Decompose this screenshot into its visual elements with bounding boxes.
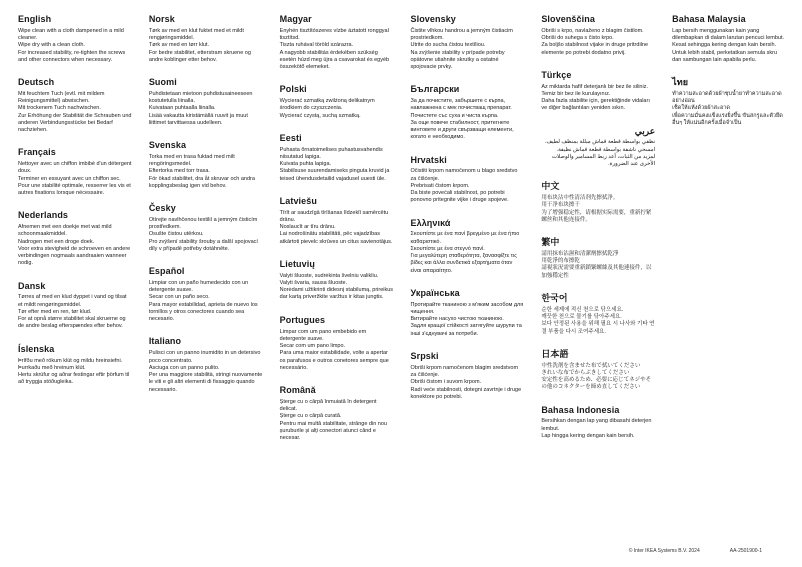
instruction-paragraph: Șterge cu o cârpă înmuiată în detergent delicat.	[279, 398, 377, 413]
instruction-paragraph: Za boljšo stabilnost vijake in druge pritrdilne elemente po potrebi dodatno privij.	[541, 42, 649, 56]
instruction-paragraph: Почистете със суха и чиста кърпа.	[410, 112, 499, 119]
language-heading: Українська	[410, 287, 460, 298]
language-heading: 日本語	[541, 348, 569, 359]
language-section	[280, 133, 394, 183]
language-heading: Hrvatski	[410, 154, 447, 165]
instruction-paragraph: Pulisci con un panno inumidito in un detersivo poco concentrato.	[148, 350, 261, 364]
instruction-paragraph: Limpar com um pano embebido em detergente suave.	[279, 328, 367, 342]
language-section	[18, 77, 132, 134]
instruction-paragraph: Hertu skrúfur og aðrar festingar eftir þörfum til að tryggja stöðugleika.	[18, 372, 130, 386]
instruction-paragraph: Stabiilsuse suurendamiseks pinguta kruvid ja teised ühendusdetailid vajadusel uuesti üle.	[279, 168, 390, 182]
language-heading: Portugues	[279, 314, 326, 325]
language-heading: English	[18, 14, 52, 24]
language-heading: Español	[148, 266, 185, 277]
language-section	[410, 218, 524, 275]
instruction-paragraph: Para uma maior estabilidade, volte a apertar os parafusos e outros conetores sempre que necessário.	[279, 350, 389, 371]
instruction-paragraph: Wipe dry with a clean cloth.	[18, 42, 85, 49]
instruction-paragraph: Tørk av med en klut fuktet med et mildt rengjøringsmiddel.	[148, 27, 244, 42]
instruction-paragraph: För ökad stabilitet, dra åt skruvar och andra kopplingsbeslag igen vid behov.	[148, 175, 255, 189]
footer	[629, 548, 762, 554]
instruction-paragraph: Wipe clean with a cloth dampened in a mild cleaner.	[18, 27, 124, 42]
instruction-paragraph: Витирайте насухо чистою тканиною.	[410, 316, 504, 323]
language-section	[672, 77, 786, 127]
instruction-paragraph: نظفي بواسطة قطعة قماش مبللة بمنظف لطيف.	[544, 139, 656, 146]
language-heading: Lietuvių	[279, 258, 315, 269]
language-heading: عربي	[634, 125, 656, 136]
instruction-paragraph: Þrífðu með rökum klút og mildu hreinsiefni.	[18, 357, 123, 364]
instruction-paragraph: Lap hingga kering dengan kain bersih.	[541, 432, 635, 439]
instruction-paragraph: きれいな布でからぶきしてください	[541, 369, 630, 376]
language-section	[541, 14, 655, 57]
instruction-paragraph: Wycierać szmatką zwilżoną delikatnym środkiem do czyszczenia.	[279, 98, 375, 112]
language-section	[541, 293, 655, 336]
language-section	[541, 70, 655, 113]
instruction-paragraph: Задля кращої стійкості затягуйте шурупи та інші з'єднувачі за потреби.	[410, 323, 522, 337]
instruction-paragraph: 为了增强稳定性，请根据实际需要，重新拧紧螺丝和其他连接件。	[541, 209, 652, 223]
instruction-paragraph: Tørres af med en klud dyppet i vand og tilsat et mildt rengøringsmiddel.	[18, 294, 127, 308]
instruction-paragraph: Radi veće stabilnosti, dotegni zavrtnje i druge konektore po potrebi.	[410, 386, 522, 400]
column-1	[18, 14, 132, 547]
column-2	[149, 14, 263, 547]
language-heading: Ελληνικά	[410, 217, 451, 228]
instruction-paragraph: Kesat sehingga kering dengan kain bersih.	[672, 42, 777, 49]
language-section	[541, 126, 655, 169]
language-section	[280, 14, 394, 71]
instruction-paragraph: Prebrisati čistom krpom.	[410, 182, 470, 189]
instruction-paragraph: Temiz bir bez ile kurulayınız.	[541, 90, 611, 97]
language-heading: Srpski	[410, 350, 439, 361]
instruction-paragraph: Obriši do suhega s čisto krpo.	[541, 35, 614, 42]
instruction-paragraph: Pentru mai multă stabilitate, strânge din nou șuruburile și alți conectori atunci când e necesar.	[279, 420, 387, 442]
language-heading: Íslenska	[18, 343, 55, 354]
language-section	[410, 288, 524, 338]
language-heading: Latviešu	[279, 195, 317, 206]
language-heading: Türkçe	[541, 69, 572, 80]
language-heading: Bahasa Indonesia	[541, 404, 620, 415]
language-heading: 中文	[541, 181, 560, 192]
language-heading: Română	[279, 385, 316, 396]
instruction-paragraph: Kuivata puhta lapiga.	[279, 161, 332, 168]
language-section	[149, 77, 263, 127]
instruction-paragraph: Secar com um pano limpo.	[279, 343, 346, 350]
instruction-paragraph: Lap bersih menggunakan kain yang dilembapkan di dalam larutan pencuci lembut.	[672, 27, 785, 42]
language-section	[149, 14, 263, 64]
language-heading: Svenska	[148, 140, 187, 151]
document-number: AA-2501900-1	[729, 548, 762, 554]
language-section	[541, 405, 655, 441]
instruction-paragraph: Pour une stabilité optimale, resserrer les vis et autres fixations lorsque nécessaire.	[18, 182, 131, 197]
language-section	[18, 14, 132, 64]
copyright-text: © Inter IKEA Systems B.V. 2024	[628, 548, 700, 554]
instruction-paragraph: За още повече стабилност, притегнете винтовете и други свързващи елементи, когато е необходимо.	[410, 119, 514, 141]
instruction-paragraph: Untuk lebih stabil, perketatkan semula skru dan sambungan lain apabila perlu.	[672, 49, 777, 63]
instruction-paragraph: Tørk av med en tørr klut.	[148, 42, 210, 49]
instruction-paragraph: Για μεγαλύτερη σταθερότητα, ξανασφίξτε τις βίδες και άλλα συνδετικά εξαρτήματα όταν είναι απαραίτητο.	[410, 253, 517, 274]
instruction-paragraph: A nagyobb stabilitás érdekében szükség esetén húzd meg újra a csavarokat és egyéb összekötő elemeket.	[279, 49, 390, 71]
column-3	[280, 14, 394, 547]
instruction-paragraph: Puhasta õrnatoimelises puhastusvahendis niisutatud lapiga.	[279, 146, 383, 160]
instruction-paragraph: Nettoyer avec un chiffon imbibé d'un détergent doux.	[18, 161, 132, 175]
instruction-paragraph: 보다 안정된 사용을 위해 필요 시 나사와 기타 연결 부품을 다시 조여주세요.	[541, 321, 655, 335]
language-heading: Polski	[279, 84, 307, 95]
instruction-paragraph: เช็ดให้แห้งด้วยผ้าสะอาด	[672, 105, 730, 112]
language-heading: Deutsch	[18, 77, 55, 88]
language-section	[18, 344, 132, 387]
instruction-paragraph: Torka med en trasa fuktad med milt rengöringsmedel.	[148, 153, 235, 168]
language-section	[541, 237, 655, 280]
language-section	[18, 210, 132, 267]
instruction-paragraph: Obriši krpom namočenom blagim sredstvom za čišćenje.	[410, 364, 519, 379]
language-heading: Norsk	[148, 14, 175, 24]
language-heading: Italiano	[148, 336, 182, 347]
instruction-paragraph: 깨끗한 천으로 물기를 닦아주세요.	[541, 314, 622, 321]
language-section	[149, 140, 263, 190]
language-section	[410, 84, 524, 141]
instruction-paragraph: Per una maggiore stabilità, stringi nuovamente le viti e gli altri elementi di fissaggio quando necessario.	[148, 372, 263, 393]
instruction-paragraph: لمزيد من الثبات، أعد ربط المسامير والوصلات الأخرى عند الضرورة.	[551, 153, 656, 168]
language-heading: Magyar	[279, 14, 312, 24]
language-heading: 繁中	[541, 237, 560, 248]
instruction-paragraph: Tīrīt ar saudzīgā tīrīšanas līdzeklī samērcētu drānu.	[279, 209, 389, 223]
language-heading: Nederlands	[18, 210, 69, 221]
instruction-paragraph: Utrite do sucha čistou textíliou.	[410, 42, 486, 49]
instruction-paragraph: Протирайте тканиною з м'яким засобом для чищення.	[410, 301, 524, 315]
column-5	[541, 14, 655, 547]
instruction-paragraph: Da biste povećali stabilnost, po potrebi ponovno pritegnite vijke i druge spojeve.	[410, 190, 509, 204]
instruction-paragraph: Daha fazla stabilite için, gerektiğinde vidaları ve diğer bağlantıları yeniden sıkın.	[541, 98, 650, 112]
language-section	[149, 336, 263, 393]
instruction-paragraph: Σκουπίστε με ένα στεγνό πανί.	[410, 245, 485, 252]
language-heading: Bahasa Malaysia	[672, 14, 746, 24]
instruction-paragraph: Voor extra stevigheid de schroeven en andere verbindingen nogmaals aandraaien wanneer nodig.	[18, 245, 131, 267]
instruction-paragraph: Az miktarda hafif deterjanlı bir bez ile siliniz.	[541, 83, 648, 90]
instruction-paragraph: Wycierać czystą, suchą szmatką.	[279, 112, 361, 119]
language-section	[18, 147, 132, 197]
instruction-paragraph: For increased stability, re-tighten the screws and other connectors when necessary.	[18, 49, 126, 63]
instruction-paragraph: Kuivataan puhtaalla liinalla.	[148, 105, 216, 112]
language-section	[410, 351, 524, 401]
column-4	[410, 14, 524, 547]
language-section	[149, 266, 263, 323]
language-section	[149, 203, 263, 253]
instruction-paragraph: Norėdami užtikrinti didesnį stabilumą, prireikus dar kartą priveržkite varžtus ir kitas jungtis.	[279, 287, 394, 301]
instruction-paragraph: Valyti šluoste, sudrėkinta švelniu valikliu.	[279, 272, 379, 279]
instruction-paragraph: Secar con un paño seco.	[148, 294, 210, 301]
instruction-paragraph: Pro zvýšení stability šrouby a další spojovací díly v případě potřeby dotáhněte.	[148, 238, 258, 252]
language-section	[541, 181, 655, 224]
instruction-paragraph: 請用抹布沾濕和清潔劑擦拭乾淨	[541, 250, 619, 257]
language-section	[541, 349, 655, 392]
instruction-paragraph: امسحي ناشفة بواسطة قطعة قماش نظيفة.	[556, 146, 656, 153]
instruction-paragraph: Bersihkan dengan lap yang dibasahi deterjen lembut.	[541, 418, 652, 432]
language-section	[410, 14, 524, 71]
language-heading: Français	[18, 147, 56, 158]
language-section	[672, 14, 786, 64]
language-heading: Eesti	[279, 132, 302, 143]
language-section	[280, 84, 394, 120]
instruction-paragraph: Tiszta ruhával töröld szárazra.	[279, 42, 354, 49]
instruction-paragraph: Σκουπίστε με ένα πανί βρεγμένο με ένα ήπιο καθαριστικό.	[410, 231, 520, 245]
instruction-paragraph: 用乾淨的布擦乾	[541, 258, 580, 265]
instruction-paragraph: 순한 세제에 적신 천으로 닦으세요.	[541, 306, 624, 313]
instruction-paragraph: Eftertorka med torr trasa.	[148, 168, 210, 175]
instruction-paragraph: Puhdistetaan mietoon puhdistusaineeseen kostutetulla liinalla.	[148, 90, 253, 105]
instruction-paragraph: Noslaucīt ar tīru drānu.	[279, 224, 336, 231]
language-heading: 한국어	[541, 292, 568, 303]
instruction-paragraph: Tør efter med en ren, tør klud.	[18, 308, 92, 315]
language-heading: Slovenščina	[541, 14, 595, 24]
instruction-paragraph: За да почистите, забършете с кърпа, навлажнена с мек почистващ препарат.	[410, 98, 512, 112]
instruction-paragraph: 安定性を高めるため、必要に応じてネジやその他のコネクターを締め直してください	[541, 377, 652, 391]
language-heading: Dansk	[18, 280, 46, 291]
instruction-paragraph: Șterge cu o cârpă curată.	[279, 413, 342, 420]
language-section	[18, 281, 132, 331]
instruction-paragraph: Obriši s krpo, navlaženo z blagim čistilom.	[541, 27, 644, 34]
instruction-paragraph: Þurrkaðu með hreinum klút.	[18, 364, 86, 371]
instruction-paragraph: 中性洗剤を含ませた布で拭いてください	[541, 362, 641, 369]
instruction-paragraph: Očistiti krpom namočenom u blago sredstvo za čišćenje.	[410, 168, 518, 182]
instruction-paragraph: Obriši čistom i suvom krpom.	[410, 379, 482, 386]
language-heading: Suomi	[148, 77, 177, 88]
instruction-paragraph: Nadrogen met een droge doek.	[18, 238, 95, 245]
instruction-paragraph: Mit trockenem Tuch nachwischen.	[18, 105, 101, 112]
language-heading: ไทย	[672, 77, 689, 88]
instruction-paragraph: Terminer en essuyant avec un chiffon sec.	[18, 175, 121, 182]
instruction-paragraph: Zur Erhöhung der Stabilität die Schrauben und anderen Verbindungsstücke bei Bedarf nachziehen.	[18, 112, 132, 134]
instruction-paragraph: For bedre stabilitet, etterstram skruene og andre koblinger etter behov.	[148, 49, 251, 63]
language-section	[280, 385, 394, 442]
instruction-paragraph: Lai nodrošinātu stabilitāti, pēc vajadzības atkārtoti pievelc skrūves un citus savienotājus.	[279, 231, 393, 245]
columns	[18, 14, 786, 547]
column-6	[672, 14, 786, 547]
language-heading: Български	[410, 84, 460, 95]
instruction-paragraph: Lisää vakautta kiristämällä ruuvit ja muut liittimet tarvittaessa uudelleen.	[148, 112, 248, 126]
instruction-paragraph: Afnemen met een doekje met wat mild schoonmaakmiddel.	[18, 224, 112, 238]
language-section	[280, 196, 394, 246]
instruction-paragraph: Asciuga con un panno pulito.	[148, 364, 220, 371]
instruction-paragraph: Valyti švaria, sausa šluoste.	[279, 279, 348, 286]
instruction-paragraph: Limpiar con un paño humedecido con un detergente suave.	[148, 279, 249, 294]
instruction-paragraph: Para mayor estabilidad, aprieta de nuevo los tornillos y otros conectores cuando sea necesario.	[148, 301, 258, 323]
instruction-paragraph: ทำความสะอาดด้วยผ้าชุบน้ำยาทำความสะอาดอย่างอ่อน	[672, 90, 782, 105]
instruction-paragraph: For at opnå større stabilitet skal skruerne og de andre beslag efterspændes efter behov.	[18, 316, 126, 330]
instruction-paragraph: เพื่อความมั่นคงแข็งแรงยิ่งขึ้น ขันสกรูและตัวยึดอื่นๆ ให้แน่นอีกครั้งเมื่อจำเป็น	[672, 112, 783, 126]
instruction-paragraph: Otírejte navlhčenou textilií a jemným čisticím prostředkem.	[148, 216, 258, 231]
language-section	[280, 315, 394, 372]
instruction-paragraph: Na zvýšenie stability v prípade potreby opätovne utiahnite skrutky a ostatné spojovacie prvky.	[410, 49, 505, 71]
language-section	[280, 259, 394, 302]
instruction-paragraph: Čistite vlhkou handrou a jemným čistiacim prostriedkom.	[410, 27, 513, 42]
instruction-paragraph: 請視狀況需要重新鎖緊螺絲及其他連接件，以加強穩定性	[541, 265, 652, 279]
instruction-paragraph: Mit feuchtem Tuch (evtl. mit mildem Reinigungsmittel) abwischen.	[18, 90, 105, 105]
instruction-paragraph: Osušte čistou utěrkou.	[148, 231, 204, 238]
instruction-paragraph: 用布块沾中性清洁剂先擦拭净。	[541, 195, 619, 202]
instruction-paragraph: Enyhén tisztítószeres vízbe áztatott ronggyal tisztítsd.	[279, 27, 389, 42]
language-section	[410, 155, 524, 205]
instruction-paragraph: 用干净布块擦干	[541, 202, 580, 209]
language-heading: Česky	[148, 203, 176, 214]
language-heading: Slovensky	[410, 14, 456, 24]
